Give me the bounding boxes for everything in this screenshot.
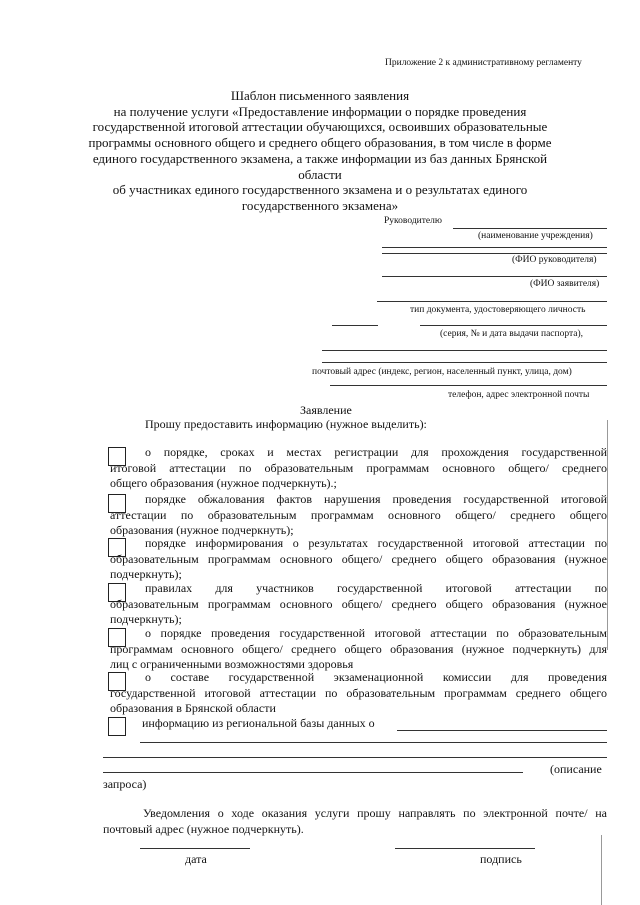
option-checkbox[interactable]: [108, 717, 126, 736]
database-line[interactable]: [397, 730, 607, 731]
head-name-line[interactable]: [382, 247, 607, 248]
address-line-1[interactable]: [322, 350, 607, 351]
title-line: об участниках единого государственного экзамена и о результатах единого: [112, 182, 528, 198]
passport-line-left[interactable]: [332, 325, 378, 326]
institution-caption: (наименование учреждения): [478, 231, 593, 241]
description-line-2[interactable]: [103, 757, 607, 758]
option-text: порядке обжалования фактов нарушения проведения государственной итоговой аттестации по образовательным программам основного общего/ среднего общего образования (нужное подчеркнуть);: [110, 492, 607, 537]
option-text: правилах для участников государственной итоговой аттестации по образовательным программам основного общего/ среднего общего образования (нужное подчеркнуть);: [110, 581, 607, 626]
option-text: о порядке, сроках и местах регистрации для прохождения государственной итоговой аттестации по образовательным программам основного общего/ среднего общего образования (нужное подчеркнуть).;: [110, 445, 607, 490]
institution-line[interactable]: [453, 228, 607, 229]
option-text: о порядке проведения государственной итоговой аттестации по образовательным программам основного общего/ среднего общего образования (нужное подчеркнуть) для лиц с ограниченными возможностями здоровья: [110, 626, 607, 671]
address-caption: почтовый адрес (индекс, регион, населенный пункт, улица, дом): [312, 367, 572, 377]
title-line: государственной итоговой аттестации обучающихся, освоивших образовательные: [92, 119, 548, 135]
title-line: на получение услуги «Предоставление информации о порядке проведения: [113, 103, 527, 119]
doc-type-line[interactable]: [377, 301, 607, 302]
scan-edge-mark: [601, 835, 602, 905]
head-label: Руководителю: [384, 216, 442, 226]
address-line-2[interactable]: [322, 362, 607, 363]
phone-caption: телефон, адрес электронной почты: [448, 390, 590, 400]
passport-line-right[interactable]: [420, 325, 607, 326]
description-label-cont: запроса): [103, 777, 147, 791]
title-line: Шаблон письменного заявления: [230, 88, 410, 103]
request-intro: Прошу предоставить информацию (нужное выделить):: [145, 417, 427, 431]
description-label: (описание: [550, 762, 602, 776]
doc-type-caption: тип документа, удостоверяющего личность: [410, 305, 586, 315]
applicant-line[interactable]: [382, 276, 607, 277]
description-line-1[interactable]: [140, 742, 607, 743]
scan-edge-mark: [607, 420, 608, 650]
option-text: о составе государственной экзаменационной комиссии для проведения государственной итоговой аттестации по образовательным программам среднего общего образования в Брянской области: [110, 670, 607, 715]
passport-caption: (серия, № и дата выдачи паспорта),: [440, 329, 584, 339]
option-text: порядке информирования о результатах государственной итоговой аттестации по образовательным программам основного общего/ среднего общего образования (нужное подчеркнуть);: [110, 536, 607, 581]
description-line-3[interactable]: [103, 772, 523, 773]
title-line: единого государственного экзамена, а также информации из баз данных Брянской области: [92, 150, 548, 182]
date-line[interactable]: [140, 848, 250, 849]
phone-line[interactable]: [330, 385, 607, 386]
head-name-caption: (ФИО руководителя): [512, 255, 597, 265]
applicant-caption: (ФИО заявителя): [530, 279, 600, 289]
option-text: информацию из региональной базы данных о: [142, 716, 375, 730]
signature-caption: подпись: [480, 852, 522, 866]
title-line: государственного экзамена»: [241, 197, 399, 213]
head-name-line-2[interactable]: [382, 253, 607, 254]
signature-line[interactable]: [395, 848, 535, 849]
notification-text: Уведомления о ходе оказания услуги прошу направлять по электронной почте/ на почтовый адрес (нужное подчеркнуть).: [103, 806, 607, 836]
title-line: программы основного общего и среднего общего образования, в том числе в форме: [88, 135, 552, 151]
date-caption: дата: [185, 852, 207, 866]
statement-heading: Заявление: [300, 403, 352, 417]
document-title: [85, 88, 555, 214]
appendix-note: Приложение 2 к административному регламенту: [385, 58, 582, 68]
